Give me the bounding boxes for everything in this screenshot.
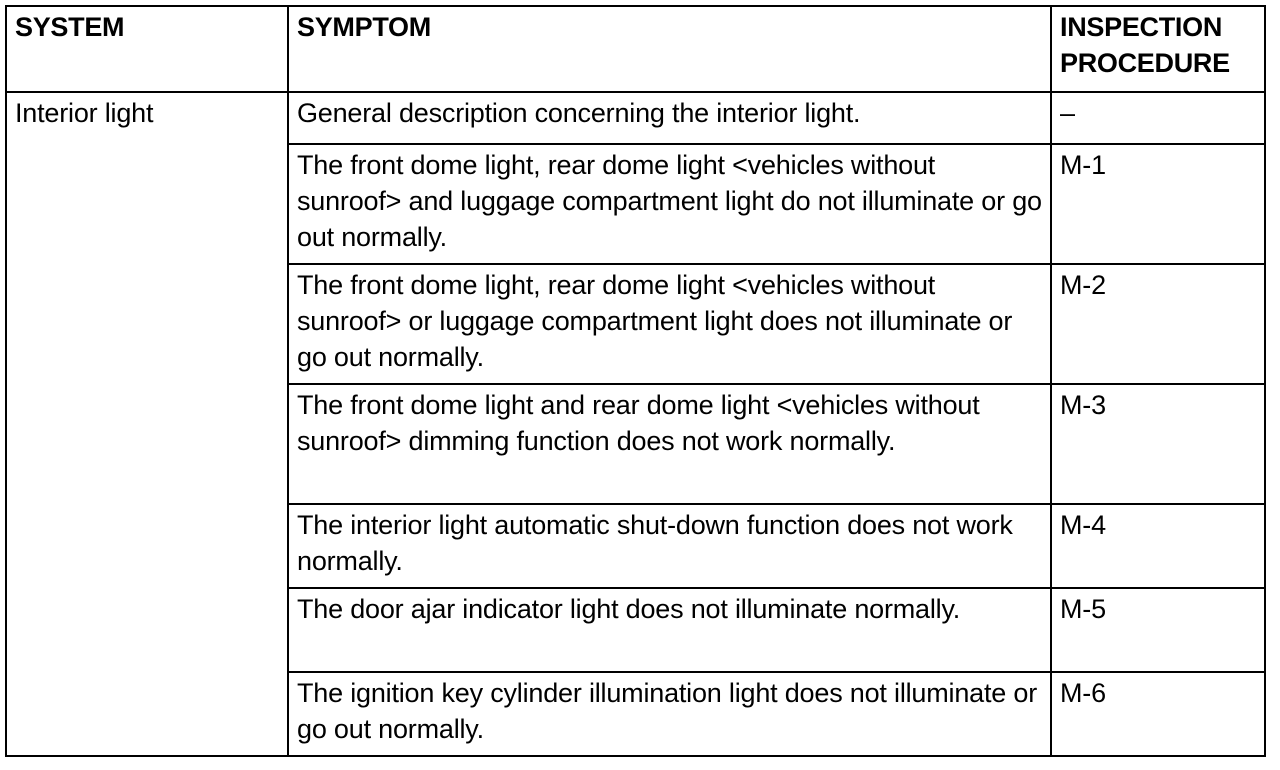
procedure-cell: M-1 xyxy=(1051,144,1265,264)
symptom-cell: The interior light automatic shut-down function does not work normally. xyxy=(288,504,1051,588)
symptom-cell: The front dome light and rear dome light <vehicles without sunroof> dimming function does not work normally. xyxy=(288,384,1051,504)
procedure-cell: M-5 xyxy=(1051,588,1265,672)
table-row xyxy=(6,92,1265,144)
header-inspection-procedure: INSPECTION PROCEDURE xyxy=(1051,6,1265,92)
procedure-cell: M-3 xyxy=(1051,384,1265,504)
procedure-cell: M-4 xyxy=(1051,504,1265,588)
inspection-table xyxy=(5,5,1266,757)
header-system: SYSTEM xyxy=(6,6,288,92)
system-cell: Interior light xyxy=(6,92,288,756)
header-row xyxy=(6,6,1265,92)
procedure-cell: M-6 xyxy=(1051,672,1265,756)
procedure-cell: – xyxy=(1051,92,1265,144)
symptom-cell: General description concerning the interior light. xyxy=(288,92,1051,144)
symptom-cell: The front dome light, rear dome light <vehicles without sunroof> and luggage compartment light do not illuminate or go out normally. xyxy=(288,144,1051,264)
symptom-cell: The front dome light, rear dome light <vehicles without sunroof> or luggage compartment light does not illuminate or go out normally. xyxy=(288,264,1051,384)
symptom-cell: The ignition key cylinder illumination light does not illuminate or go out normally. xyxy=(288,672,1051,756)
symptom-cell: The door ajar indicator light does not illuminate normally. xyxy=(288,588,1051,672)
procedure-cell: M-2 xyxy=(1051,264,1265,384)
header-symptom: SYMPTOM xyxy=(288,6,1051,92)
